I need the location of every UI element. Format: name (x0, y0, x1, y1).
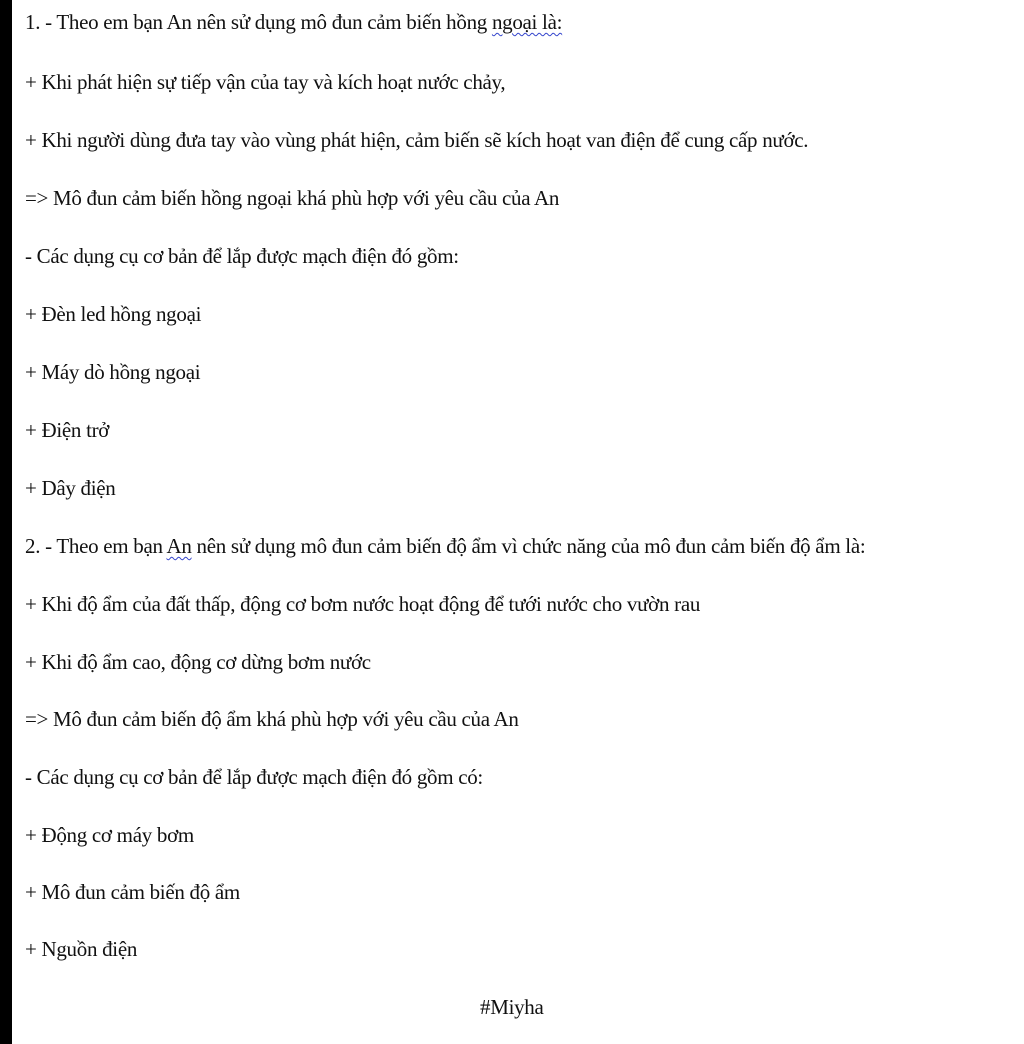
text-line: + Đèn led hồng ngoại (25, 302, 202, 326)
text-line: - Các dụng cụ cơ bản để lắp được mạch điện đó gồm: (25, 244, 459, 268)
text-line: + Dây điện (25, 476, 116, 500)
text-line: + Điện trở (25, 418, 110, 442)
text-line: + Khi phát hiện sự tiếp vận của tay và kích hoạt nước chảy, (25, 70, 506, 94)
text-line: + Khi người dùng đưa tay vào vùng phát hiện, cảm biến sẽ kích hoạt van điện để cung cấp nước. (25, 128, 809, 152)
text-line: => Mô đun cảm biến độ ẩm khá phù hợp với yêu cầu của An (25, 707, 519, 731)
spellcheck-flag: ngoại là: (491, 10, 563, 34)
spellcheck-flag: An (166, 534, 192, 558)
text-line: + Máy dò hồng ngoại (25, 360, 201, 384)
text-line: + Nguồn điện (25, 937, 138, 961)
signature: #Miyha (480, 995, 544, 1019)
text-line: + Khi độ ẩm của đất thấp, động cơ bơm nước hoạt động để tưới nước cho vườn rau (25, 592, 701, 616)
text-line: 1. - Theo em bạn An nên sử dụng mô đun cảm biến hồng ngoại là: (25, 10, 563, 34)
left-border (0, 0, 12, 1044)
text-line: 2. - Theo em bạn An nên sử dụng mô đun cảm biến độ ẩm vì chức năng của mô đun cảm biến độ ẩm là: (25, 534, 866, 558)
text-line: + Khi độ ẩm cao, động cơ dừng bơm nước (25, 650, 371, 674)
text-line: - Các dụng cụ cơ bản để lắp được mạch điện đó gồm có: (25, 765, 483, 789)
text-line: + Động cơ máy bơm (25, 823, 194, 847)
document-body (25, 0, 1020, 1044)
text-line: => Mô đun cảm biến hồng ngoại khá phù hợp với yêu cầu của An (25, 186, 560, 210)
text-line: + Mô đun cảm biến độ ẩm (25, 880, 240, 904)
